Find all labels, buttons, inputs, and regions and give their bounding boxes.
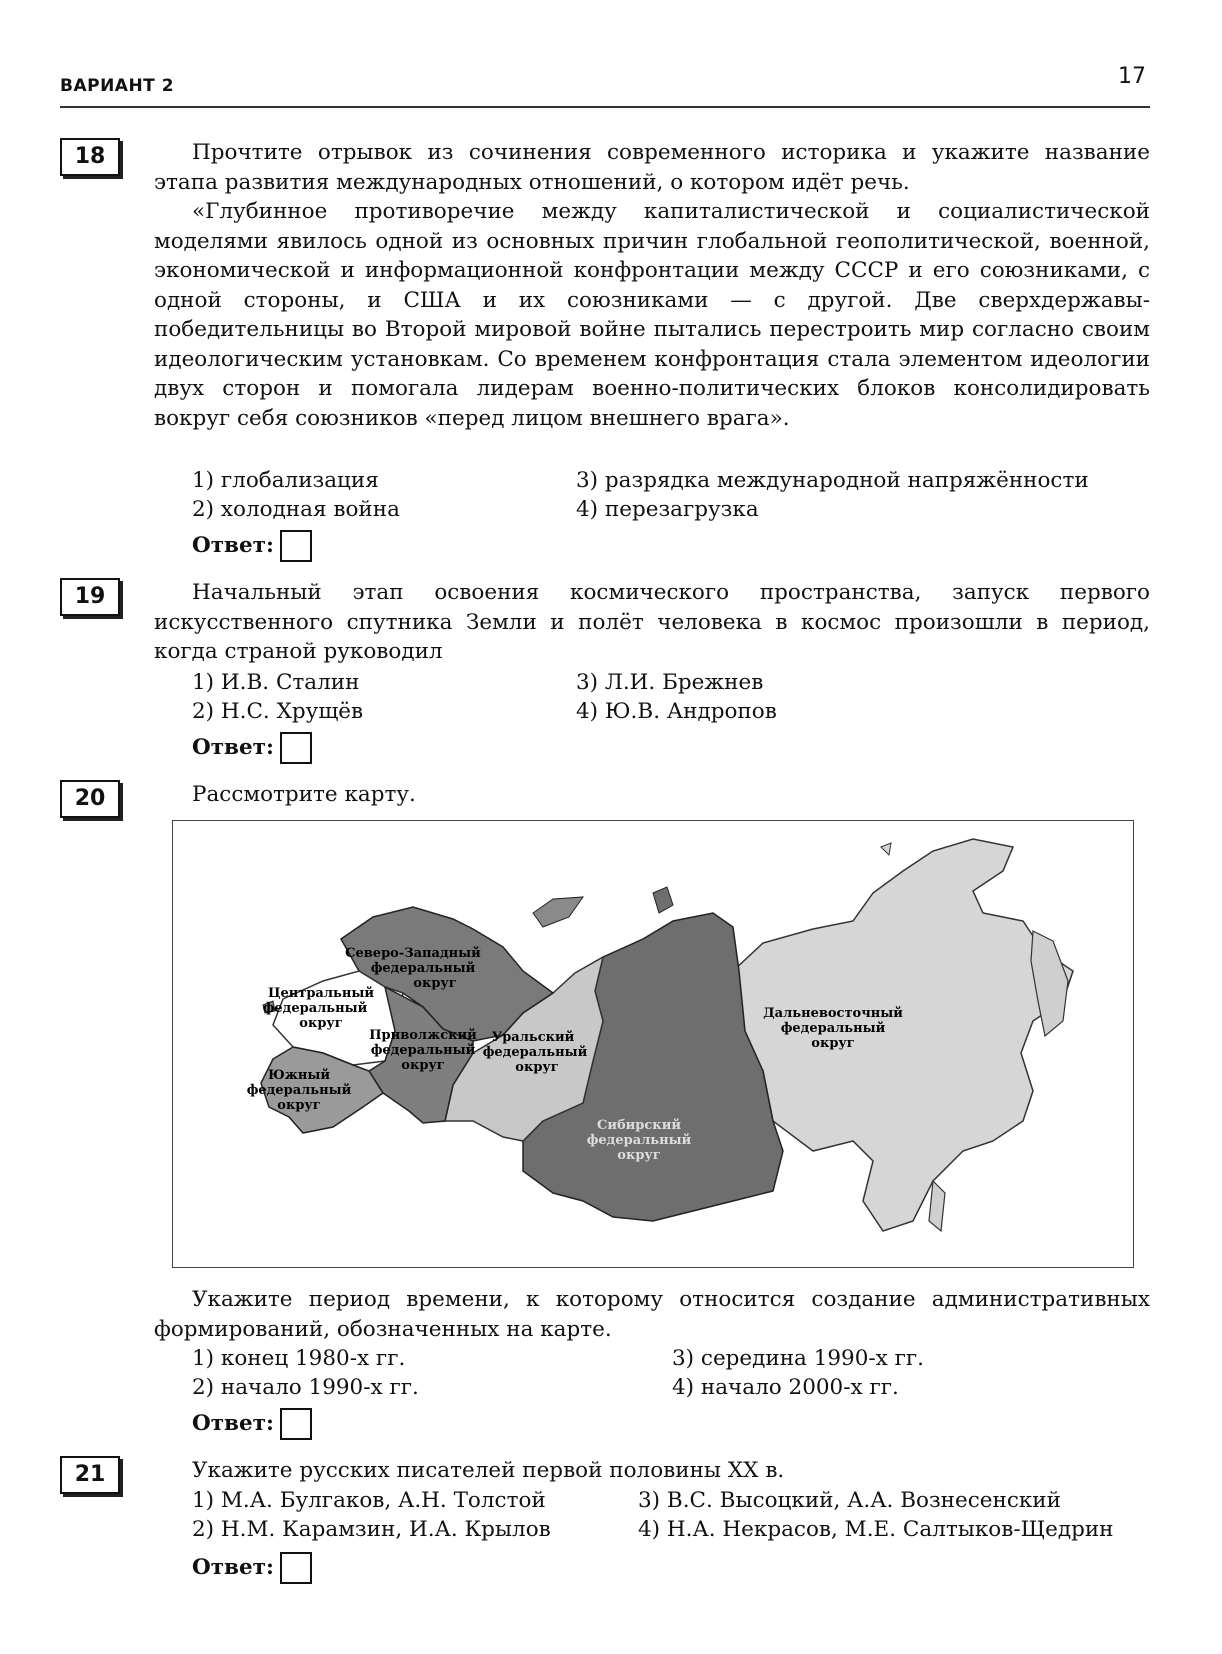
q19-option-4[interactable]: 4) Ю.В. Андропов: [576, 699, 777, 724]
q19-option-3[interactable]: 3) Л.И. Брежнев: [576, 670, 764, 695]
q21-option-1[interactable]: 1) М.А. Булгаков, А.Н. Толстой: [192, 1488, 546, 1513]
question-number-21: 21: [60, 1456, 120, 1494]
q20-option-4[interactable]: 4) начало 2000-х гг.: [672, 1375, 899, 1400]
q19-answer-box[interactable]: [280, 732, 312, 764]
label-nw: Северо-Западный федеральный округ: [345, 946, 481, 991]
label-siberia: Сибирский федеральный округ: [586, 1118, 692, 1163]
q20-answer-box[interactable]: [280, 1408, 312, 1440]
question-19-prompt: Начальный этап освоения космического пространства, запуск первого искусственного спутника Земли и полёт человека в космос произошли в период, когда страной руководил: [154, 580, 1150, 664]
q21-answer-label: Ответ:: [192, 1555, 274, 1580]
federal-districts-map: [172, 820, 1134, 1268]
q20-answer-label: Ответ:: [192, 1411, 274, 1436]
q21-option-4[interactable]: 4) Н.А. Некрасов, М.Е. Салтыков-Щедрин: [638, 1517, 1114, 1542]
q19-option-1[interactable]: 1) И.В. Сталин: [192, 670, 360, 695]
q19-option-2[interactable]: 2) Н.С. Хрущёв: [192, 699, 364, 724]
q20-option-1[interactable]: 1) конец 1980-х гг.: [192, 1346, 406, 1371]
region-sakhalin: [929, 1181, 945, 1231]
q19-answer-label: Ответ:: [192, 735, 274, 760]
label-volga: Приволжский федеральный округ: [369, 1028, 477, 1073]
region-severnaya-zemlya: [653, 887, 673, 913]
question-20-prompt: Рассмотрите карту.: [192, 782, 416, 807]
region-kamchatka: [1031, 931, 1068, 1036]
q20-option-2[interactable]: 2) начало 1990-х гг.: [192, 1375, 419, 1400]
label-south: Южный федеральный округ: [246, 1068, 352, 1113]
q18-answer-label: Ответ:: [192, 533, 274, 558]
question-number-19: 19: [60, 578, 120, 616]
q18-option-3[interactable]: 3) разрядка международной напряжённости: [576, 468, 1089, 493]
question-21-prompt: Укажите русских писателей первой половины XX в.: [192, 1458, 785, 1483]
q21-answer-row: [192, 1552, 312, 1584]
page-number: 17: [1118, 64, 1146, 89]
region-novaya-zemlya: [533, 897, 583, 927]
question-18-prompt: Прочтите отрывок из сочинения современного историка и укажите название этапа развития международных отношений, о котором идёт речь.: [154, 140, 1150, 195]
q21-answer-box[interactable]: [280, 1552, 312, 1584]
page-header: [60, 64, 1150, 108]
q18-answer-row: [192, 530, 312, 562]
region-wrangel: [881, 843, 891, 855]
question-20-question: Укажите период времени, к которому относится создание административных формирований, обозначенных на карте.: [154, 1287, 1150, 1342]
label-ural: Уральский федеральный округ: [482, 1030, 588, 1075]
variant-label: ВАРИАНТ 2: [60, 76, 175, 96]
q19-answer-row: [192, 732, 312, 764]
label-central: Центральный федеральный округ: [262, 986, 375, 1031]
q18-answer-box[interactable]: [280, 530, 312, 562]
q21-option-2[interactable]: 2) Н.М. Карамзин, И.А. Крылов: [192, 1517, 551, 1542]
map-svg: [173, 821, 1133, 1267]
q18-option-1[interactable]: 1) глобализация: [192, 468, 379, 493]
q21-option-3[interactable]: 3) В.С. Высоцкий, А.А. Вознесенский: [638, 1488, 1061, 1513]
q20-option-3[interactable]: 3) середина 1990-х гг.: [672, 1346, 925, 1371]
question-18-quote: «Глубинное противоречие между капиталистической и социалистической моделями явилось одной из основных причин глобальной геополитической, военной, экономической и информационной конфронтации между СССР и его союзниками, с одной стороны, и США и их союзниками — с другой. Две сверхдержавы-победительницы во Второй мировой войне пытались перестроить мир согласно своим идеологическим установкам. Со временем конфронтация стала элементом идеологии двух сторон и помогала лидерам военно-политических блоков консолидировать вокруг себя союзников «перед лицом внешнего врага».: [154, 199, 1150, 431]
label-far-east: Дальневосточный федеральный округ: [763, 1006, 903, 1051]
question-number-18: 18: [60, 138, 120, 176]
q18-option-4[interactable]: 4) перезагрузка: [576, 497, 759, 522]
q20-answer-row: [192, 1408, 312, 1440]
question-number-20: 20: [60, 780, 120, 818]
q18-option-2[interactable]: 2) холодная война: [192, 497, 400, 522]
